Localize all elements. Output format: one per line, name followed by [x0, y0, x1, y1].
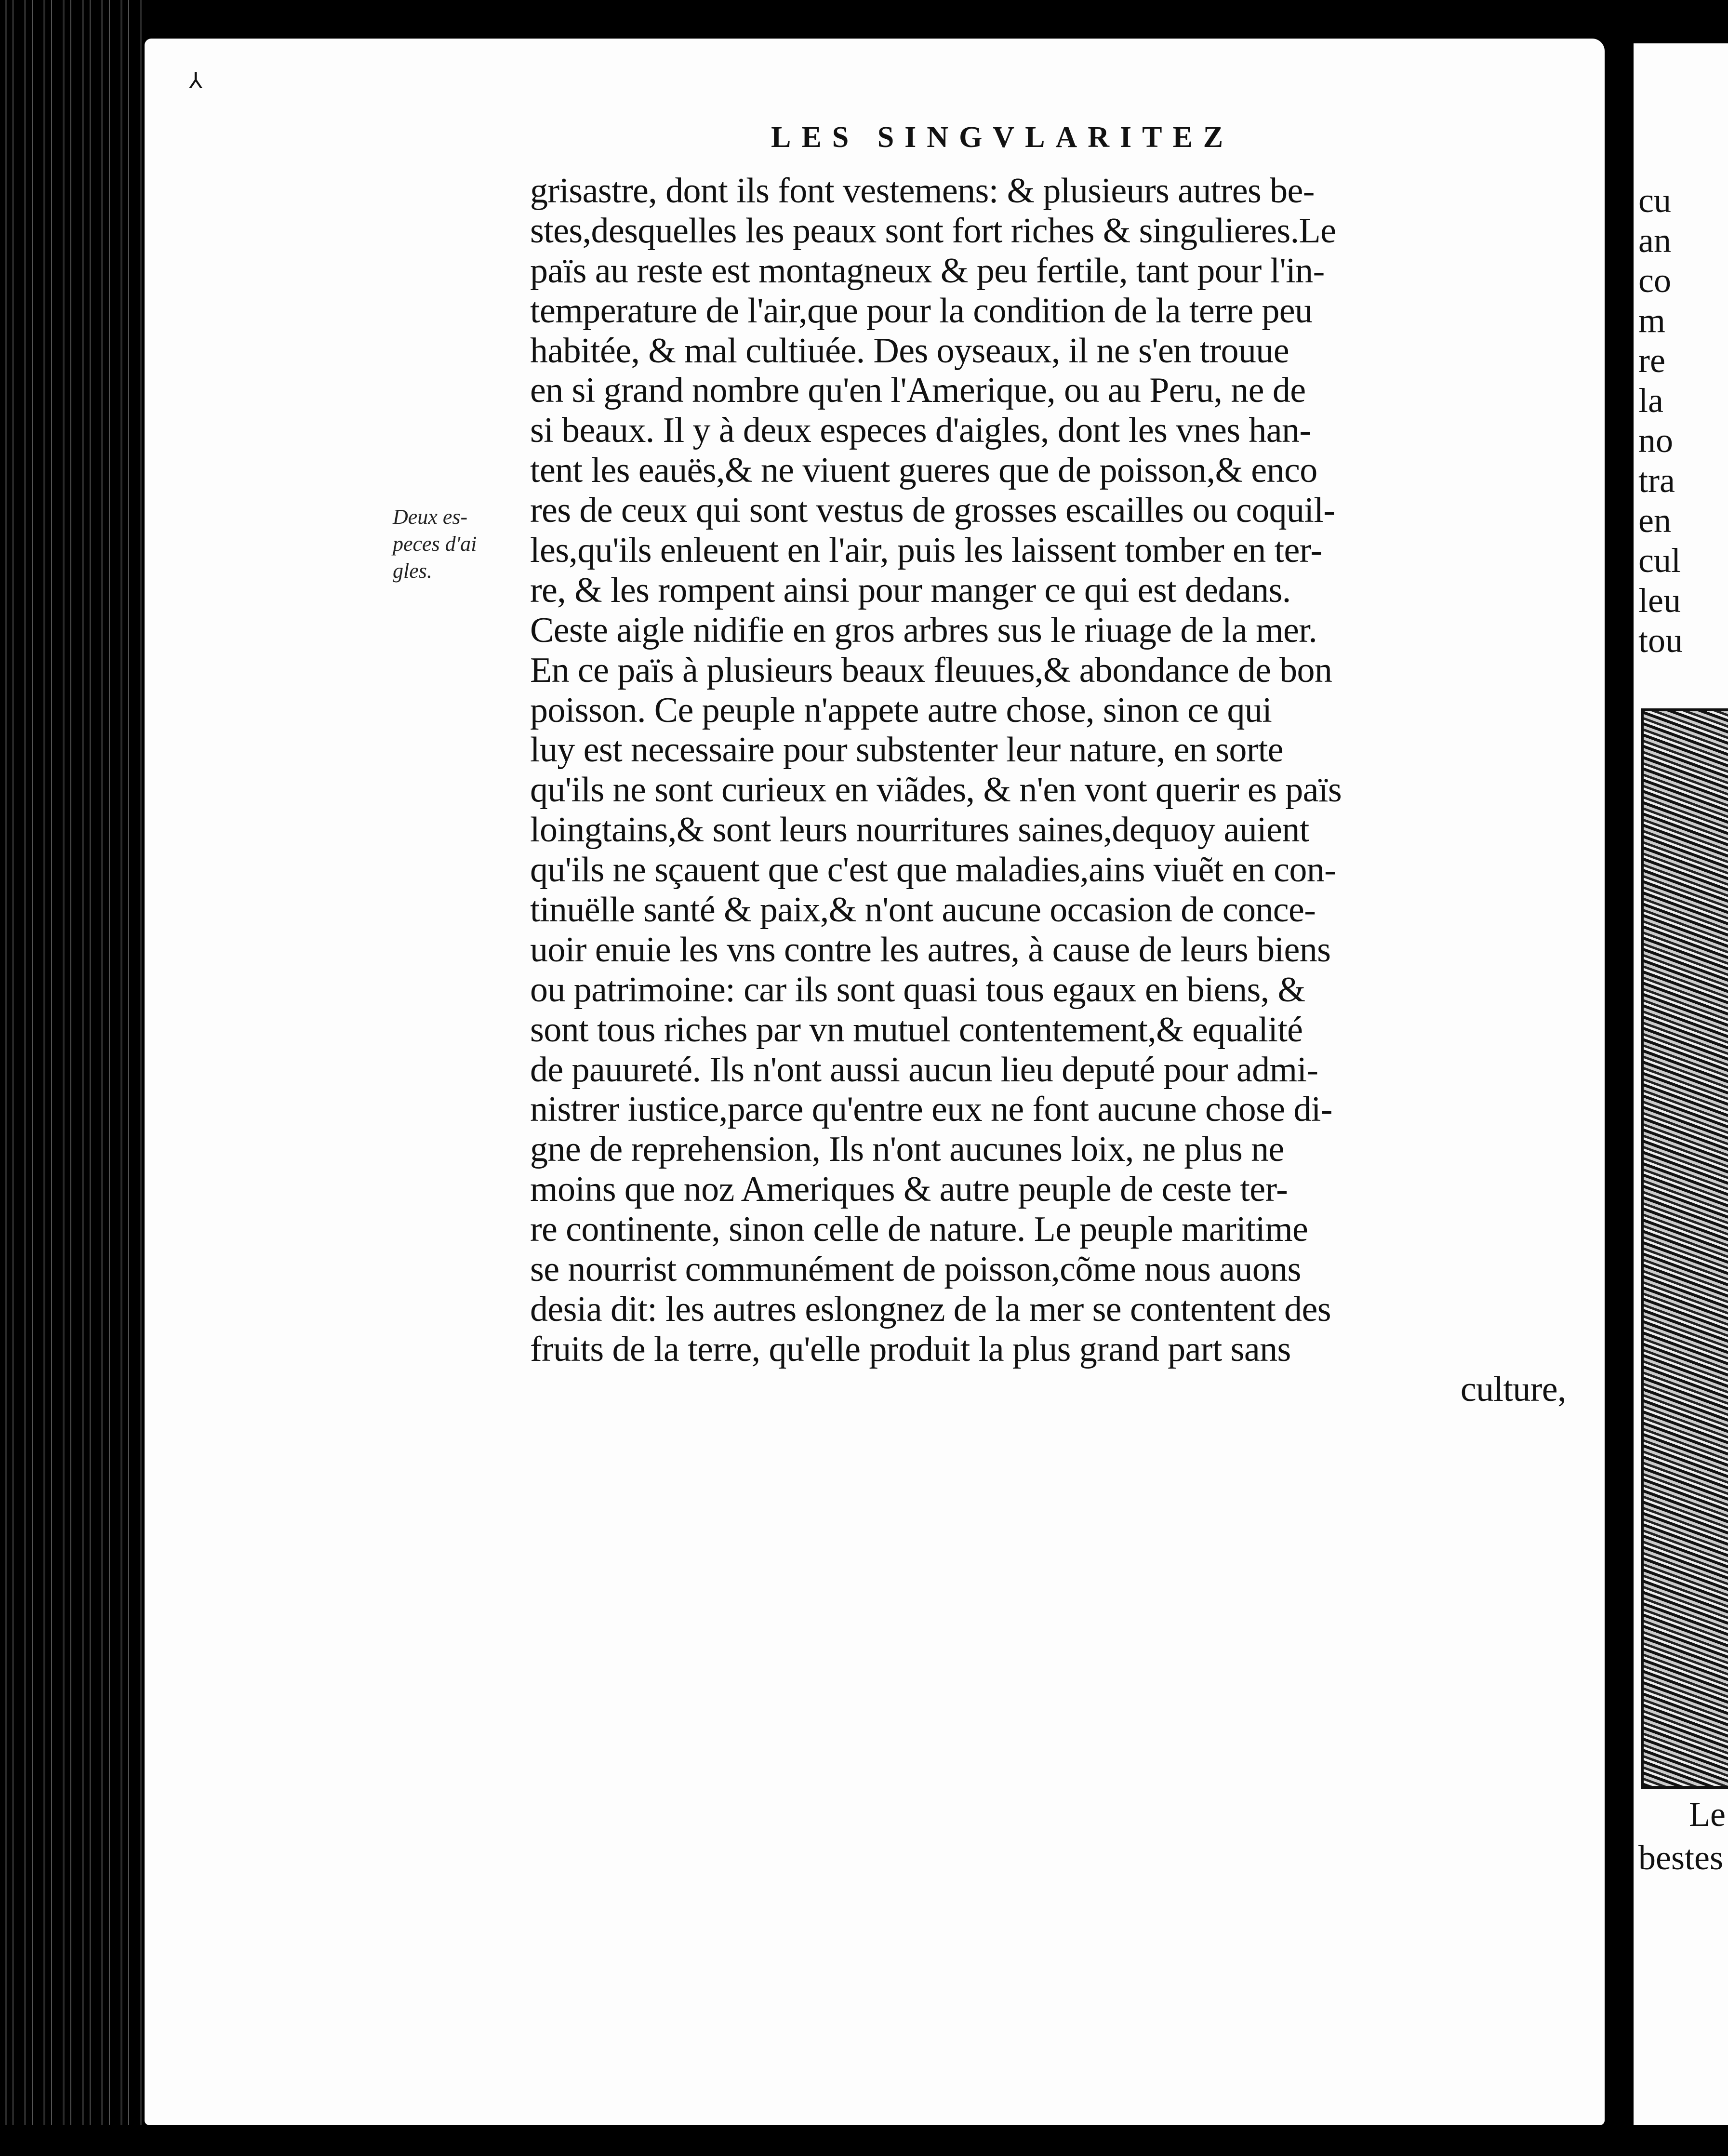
text-line: grisastre, dont ils font vestemens: & plusieurs autres be-: [530, 171, 1315, 211]
text-fragment: cu: [1638, 181, 1671, 220]
text-line: desia dit: les autres eslongnez de la mer se contentent des: [530, 1289, 1331, 1329]
text-line: si beaux. Il y à deux especes d'aigles, dont les vnes han-: [530, 411, 1311, 451]
text-fragment: la: [1638, 381, 1663, 420]
body-text: [530, 171, 1566, 1410]
text-line: re, & les rompent ainsi pour manger ce qui est dedans.: [530, 570, 1291, 610]
text-fragment: leu: [1638, 581, 1681, 620]
text-line: qu'ils ne sçauent que c'est que maladies,ains viuẽt en con-: [530, 850, 1336, 890]
text-fragment: tra: [1638, 461, 1675, 500]
text-fragment: no: [1638, 421, 1673, 460]
margin-note: [393, 504, 484, 585]
text-line: En ce païs à plusieurs beaux fleuues,& abondance de bon: [530, 650, 1332, 690]
text-fragment: co: [1638, 261, 1671, 300]
text-line: tinuëlle santé & paix,& n'ont aucune occasion de conce-: [530, 890, 1316, 930]
caption-line: Le: [1689, 1795, 1726, 1834]
running-head: LES SINGVLARITEZ: [771, 121, 1234, 154]
text-line: se nourrist communément de poisson,cõme nous auons: [530, 1250, 1301, 1290]
text-line: ou patrimoine: car ils sont quasi tous egaux en biens, &: [530, 970, 1305, 1010]
text-line: stes,desquelles les peaux sont fort riches & singulieres.Le: [530, 211, 1336, 251]
text-line: en si grand nombre qu'en l'Amerique, ou au Peru, ne de: [530, 371, 1306, 411]
text-line: moins que noz Ameriques & autre peuple de ceste ter-: [530, 1170, 1288, 1210]
text-line: luy est necessaire pour substenter leur nature, en sorte: [530, 730, 1284, 770]
text-line: temperature de l'air,que pour la condition de la terre peu: [530, 291, 1313, 331]
illustration-caption: [1638, 1793, 1726, 1879]
text-line: uoir enuie les vns contre les autres, à cause de leurs biens: [530, 930, 1331, 970]
text-line: nistrer iustice,parce qu'entre eux ne font aucune chose di-: [530, 1090, 1332, 1130]
page-gutter: [1605, 0, 1634, 2156]
text-line: loingtains,& sont leurs nourritures saines,dequoy auient: [530, 810, 1309, 850]
text-fragment: cul: [1638, 541, 1681, 580]
text-line: Ceste aigle nidifie en gros arbres sus le riuage de la mer.: [530, 610, 1317, 650]
margin-note-line: gles.: [393, 559, 432, 583]
text-fragment: re: [1638, 341, 1665, 380]
text-fragment: an: [1638, 221, 1671, 260]
text-fragment: tou: [1638, 621, 1683, 660]
text-line: res de ceux qui sont vestus de grosses escailles ou coquil-: [530, 491, 1335, 531]
margin-note-line: Deux es-: [393, 505, 468, 529]
margin-note-line: peces d'ai: [393, 532, 477, 556]
text-line: païs au reste est montagneux & peu fertile, tant pour l'in-: [530, 251, 1325, 291]
text-line: tent les eauës,& ne viuent gueres que de poisson,& enco: [530, 451, 1317, 491]
text-line: de pauureté. Ils n'ont aussi aucun lieu deputé pour admi-: [530, 1050, 1318, 1090]
book-binding-edge: [0, 0, 145, 2156]
text-line: gne de reprehension, Ils n'ont aucunes loix, ne plus ne: [530, 1130, 1284, 1170]
text-line: les,qu'ils enleuent en l'air, puis les laissent tomber en ter-: [530, 531, 1322, 571]
corner-mark: ⅄: [189, 67, 203, 93]
text-line: re continente, sinon celle de nature. Le peuple maritime: [530, 1210, 1308, 1250]
text-line: poisson. Ce peuple n'appete autre chose, sinon ce qui: [530, 690, 1272, 730]
woodcut-illustration: [1641, 708, 1728, 1789]
text-fragment: en: [1638, 501, 1671, 540]
caption-line: bestes: [1638, 1838, 1723, 1877]
text-line: habitée, & mal cultiuée. Des oyseaux, il ne s'en trouue: [530, 331, 1289, 371]
text-fragment: m: [1638, 301, 1666, 340]
text-line: sont tous riches par vn mutuel contentement,& equalité: [530, 1010, 1303, 1050]
text-line: fruits de la terre, qu'elle produit la plus grand part sans: [530, 1329, 1291, 1369]
catchword: culture,: [1460, 1369, 1566, 1409]
text-line: qu'ils ne sont curieux en viãdes, & n'en vont querir es païs: [530, 770, 1342, 810]
bottom-edge: [0, 2125, 1728, 2156]
right-page-text: [1638, 181, 1683, 661]
